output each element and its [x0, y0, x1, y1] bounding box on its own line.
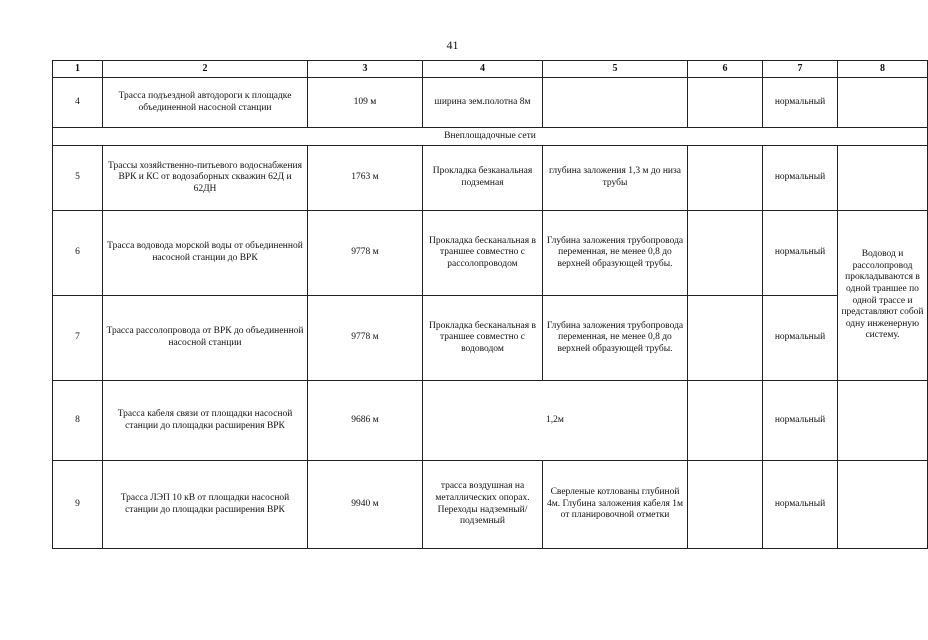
column-header: 4 — [423, 61, 543, 78]
object-name: Трассы хозяйственно-питьевого водоснабжения ВРК и КС от водозаборных скважин 62Д и 62ДН — [103, 146, 308, 211]
empty-cell — [688, 211, 763, 296]
table-row — [53, 78, 928, 128]
length-cell: 9940 м — [308, 461, 423, 549]
section-row — [53, 128, 928, 146]
length-cell: 9778 м — [308, 296, 423, 381]
table-row — [53, 146, 928, 211]
row-number: 8 — [53, 381, 103, 461]
empty-cell — [688, 78, 763, 128]
length-cell: 109 м — [308, 78, 423, 128]
construction-cell: Прокладка бесканальная в траншее совместно с водоводом — [423, 296, 543, 381]
condition-cell: нормальный — [763, 461, 838, 549]
object-name: Трасса ЛЭП 10 кВ от площадки насосной станции до площадки расширения ВРК — [103, 461, 308, 549]
row-number: 4 — [53, 78, 103, 128]
empty-cell — [688, 296, 763, 381]
condition-cell: нормальный — [763, 146, 838, 211]
length-cell: 9686 м — [308, 381, 423, 461]
object-name: Трасса подъездной автодороги к площадке объединенной насосной станции — [103, 78, 308, 128]
column-header: 1 — [53, 61, 103, 78]
object-name: Трасса водовода морской воды от объединенной насосной станции до ВРК — [103, 211, 308, 296]
page-number: 41 — [446, 38, 459, 52]
note-cell — [838, 381, 928, 461]
condition-cell: нормальный — [763, 211, 838, 296]
object-name: Трасса рассолопровода от ВРК до объединенной насосной станции — [103, 296, 308, 381]
table-row — [53, 461, 928, 549]
section-title: Внеплощадочные сети — [53, 128, 928, 146]
empty-cell — [688, 381, 763, 461]
object-name: Трасса кабеля связи от площадки насосной станции до площадки расширения ВРК — [103, 381, 308, 461]
depth-cell: Сверленые котлованы глубиной 4м. Глубина заложения кабеля 1м от планировочной отметки — [543, 461, 688, 549]
row-number: 5 — [53, 146, 103, 211]
condition-cell: нормальный — [763, 78, 838, 128]
note-cell — [838, 146, 928, 211]
depth-cell: Глубина заложения трубопровода переменная, не менее 0,8 до верхней образующей трубы. — [543, 296, 688, 381]
table-row — [53, 296, 928, 381]
row-number: 6 — [53, 211, 103, 296]
column-header: 3 — [308, 61, 423, 78]
note-cell — [838, 78, 928, 128]
depth-cell: Глубина заложения трубопровода переменная, не менее 0,8 до верхней образующей трубы. — [543, 211, 688, 296]
merged-depth-cell: 1,2м — [423, 381, 688, 461]
shared-note-cell: Водовод и рассолопровод прокладываются в одной траншее по одной трассе и представляют собой одну инженерную систему. — [838, 211, 928, 381]
column-header: 5 — [543, 61, 688, 78]
column-header: 8 — [838, 61, 928, 78]
table-row — [53, 381, 928, 461]
depth-cell — [543, 78, 688, 128]
construction-cell: ширина зем.полотна 8м — [423, 78, 543, 128]
length-cell: 9778 м — [308, 211, 423, 296]
table-row — [53, 211, 928, 296]
condition-cell: нормальный — [763, 381, 838, 461]
construction-cell: Прокладка бесканальная в траншее совместно с рассолопроводом — [423, 211, 543, 296]
column-header: 2 — [103, 61, 308, 78]
row-number: 9 — [53, 461, 103, 549]
depth-cell: глубина заложения 1,3 м до низа трубы — [543, 146, 688, 211]
empty-cell — [688, 146, 763, 211]
infrastructure-table — [52, 60, 928, 549]
empty-cell — [688, 461, 763, 549]
column-header: 6 — [688, 61, 763, 78]
length-cell: 1763 м — [308, 146, 423, 211]
note-cell — [838, 461, 928, 549]
construction-cell: Прокладка безканальная подземная — [423, 146, 543, 211]
condition-cell: нормальный — [763, 296, 838, 381]
row-number: 7 — [53, 296, 103, 381]
header-row — [53, 61, 928, 78]
construction-cell: трасса воздушная на металлических опорах. Переходы надземный/подземный — [423, 461, 543, 549]
column-header: 7 — [763, 61, 838, 78]
